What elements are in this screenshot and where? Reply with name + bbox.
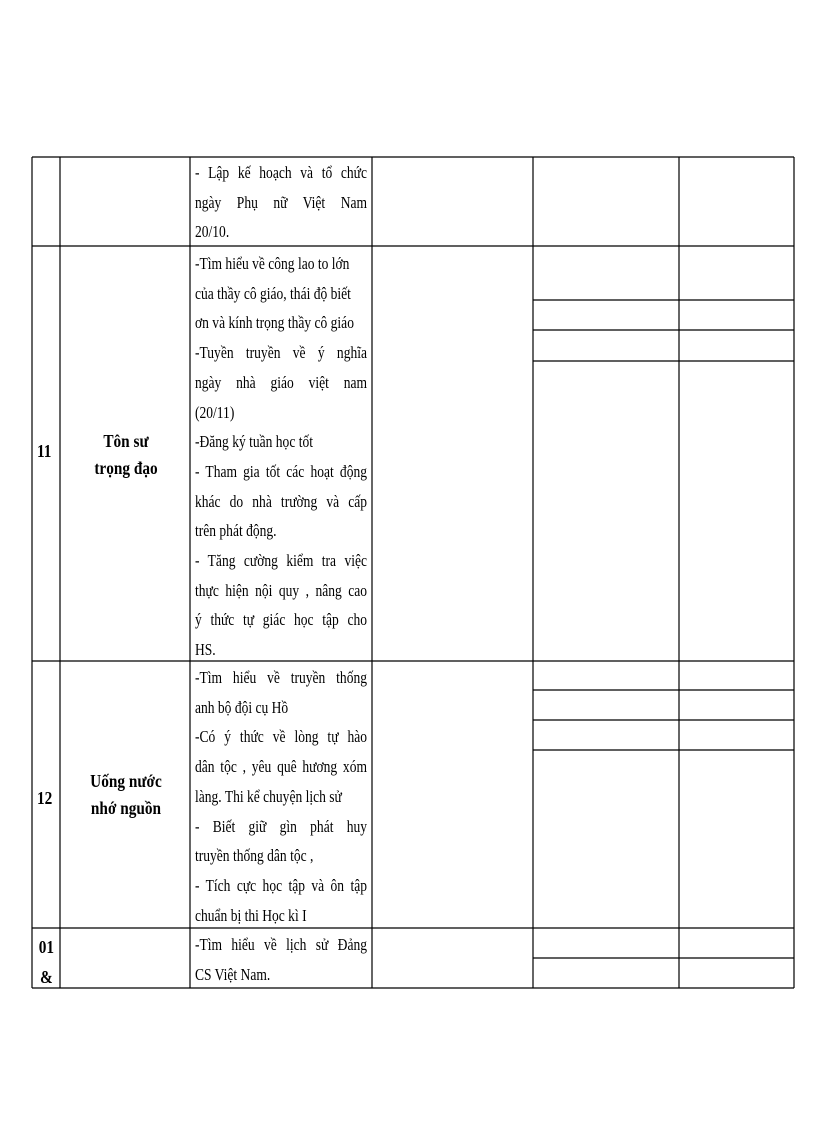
- content-line: truyền thống dân tộc ,: [195, 846, 314, 866]
- month-12: 12: [37, 788, 53, 808]
- content-line: chuẩn bị thi Học kì I: [195, 905, 307, 925]
- content-line: thực hiện nội quy , nâng cao: [195, 580, 367, 600]
- content-line: - Tăng cường kiểm tra việc: [195, 551, 367, 571]
- content-line: ý thức tự giác học tập cho: [195, 610, 367, 630]
- content-line: -Tìm hiểu về công lao to lớn: [195, 254, 350, 273]
- content-line: ngày Phụ nữ Việt Nam: [195, 192, 367, 212]
- row-0-content: [195, 158, 367, 247]
- content-line: của thầy cô giáo, thái độ biết: [195, 283, 351, 303]
- theme-uong-nuoc-nho-nguon: [72, 768, 181, 822]
- theme-line: nhớ nguồn: [90, 798, 162, 818]
- content-line: ngày nhà giáo việt nam: [195, 372, 367, 392]
- content-line: dân tộc , yêu quê hương xóm: [195, 757, 367, 777]
- content-line: - Lập kế hoạch và tổ chức: [195, 163, 367, 182]
- content-line: làng. Thi kể chuyện lịch sử: [195, 786, 342, 806]
- content-line: -Đăng ký tuần học tốt: [195, 432, 313, 452]
- theme-line: trọng đạo: [94, 458, 158, 478]
- content-line: - Biết giữ gìn phát huy: [195, 816, 367, 836]
- theme-ton-su-trong-dao: [72, 428, 181, 482]
- content-line: -Tìm hiểu về truyền thống: [195, 668, 367, 687]
- content-line: - Tham gia tốt các hoạt động: [195, 461, 367, 481]
- content-line: HS.: [195, 640, 216, 660]
- content-line: khác do nhà trường và cấp: [195, 491, 367, 511]
- content-line: -Có ý thức về lòng tự hào: [195, 727, 367, 747]
- theme-line: Tôn sư: [103, 431, 149, 451]
- month-11: 11: [37, 441, 52, 461]
- month-01: 01 &: [38, 937, 54, 987]
- row-01-content: [195, 930, 367, 989]
- content-line: trên phát động.: [195, 521, 277, 541]
- row-11-content: [195, 249, 367, 665]
- content-line: CS Việt Nam.: [195, 964, 271, 984]
- content-line: 20/10.: [195, 222, 230, 242]
- content-line: -Tìm hiểu về lịch sử Đảng: [195, 935, 367, 954]
- theme-line: Uống nước: [90, 771, 162, 791]
- content-line: anh bộ đội cụ Hồ: [195, 697, 289, 717]
- content-line: ơn và kính trọng thầy cô giáo: [195, 313, 354, 333]
- row-12-content: [195, 663, 367, 930]
- content-line: -Tuyền truyền về ý nghĩa: [195, 343, 367, 363]
- content-line: (20/11): [195, 402, 235, 422]
- content-line: - Tích cực học tập và ôn tập: [195, 875, 367, 895]
